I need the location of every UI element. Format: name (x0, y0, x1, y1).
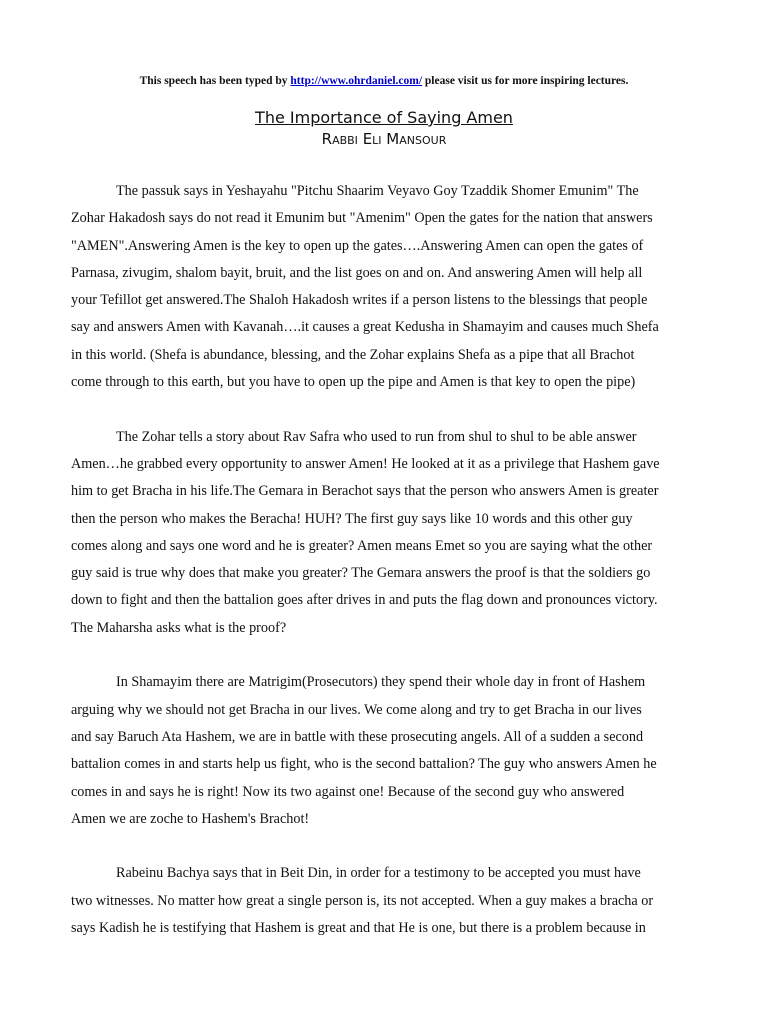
text-line: Amen…he grabbed every opportunity to answer Amen! He looked at it as a privilege that Hashem gave (71, 455, 660, 472)
text-line: two witnesses. No matter how great a single person is, its not accepted. When a guy makes a bracha or (71, 892, 654, 909)
text-line: arguing why we should not get Bracha in our lives. We come along and try to get Bracha in our lives (71, 701, 642, 718)
website-link[interactable]: http://www.ohrdaniel.com/ (290, 75, 423, 87)
text-line: "AMEN".Answering Amen is the key to open up the gates….Answering Amen can open the gates of (71, 237, 644, 254)
text-line: then the person who makes the Beracha! HUH? The first guy says like 10 words and this other guy (71, 510, 633, 527)
text-line: your Tefillot get answered.The Shaloh Hakadosh writes if a person listens to the blessings that people (71, 292, 648, 309)
text-line: and say Baruch Ata Hashem, we are in battle with these prosecuting angels. All of a sudden a second (71, 728, 644, 745)
header-suffix: please visit us for more inspiring lectures. (422, 75, 629, 87)
paragraph-4 (71, 860, 696, 942)
paragraph-3 (71, 669, 696, 833)
text-line: The passuk says in Yeshayahu "Pitchu Shaarim Veyavo Goy Tzaddik Shomer Emunim" The (116, 183, 639, 199)
text-line: Parnasa, zivugim, shalom bayit, bruit, and the list goes on and on. And answering Amen will help all (71, 264, 643, 281)
text-line: come through to this earth, but you have to open up the pipe and Amen is that key to open the pipe) (71, 374, 636, 391)
text-line: guy said is true why does that make you greater? The Gemara answers the proof is that the soldiers go (71, 565, 651, 582)
text-line: in this world. (Shefa is abundance, blessing, and the Zohar explains Shefa as a pipe that all Brachot (71, 346, 635, 363)
text-line: battalion comes in and starts help us fight, who is the second battalion? The guy who answers Amen he (71, 756, 657, 773)
text-line: Rabeinu Bachya says that in Beit Din, in order for a testimony to be accepted you must have (116, 865, 641, 882)
document-title: The Importance of Saying Amen (255, 108, 513, 127)
text-line: In Shamayim there are Matrigim(Prosecutors) they spend their whole day in front of Hashem (116, 674, 646, 691)
text-line: say and answers Amen with Kavanah….it causes a great Kedusha in Shamayim and causes much Shefa (71, 319, 659, 336)
header-note (0, 73, 768, 89)
text-line: down to fight and then the battalion goes after drives in and puts the flag down and pronounces victory. (71, 592, 658, 609)
text-line: Amen we are zoche to Hashem's Brachot! (71, 810, 310, 827)
document-body (71, 178, 696, 970)
paragraph-2 (71, 424, 696, 642)
document-author: Rabbi Eli Mansour (321, 130, 447, 148)
text-line: comes in and says he is right! Now its two against one! Because of the second guy who answered (71, 783, 625, 800)
paragraph-1 (71, 178, 696, 396)
text-line: comes along and says one word and he is greater? Amen means Emet so you are saying what the other (71, 537, 653, 554)
header-prefix: This speech has been typed by (139, 75, 291, 87)
text-line: The Zohar tells a story about Rav Safra who used to run from shul to shul to be able answer (116, 428, 637, 445)
text-line: Zohar Hakadosh says do not read it Emunim but "Amenim" Open the gates for the nation that answers (71, 210, 653, 227)
text-line: says Kadish he is testifying that Hashem is great and that He is one, but there is a problem because in (71, 920, 646, 937)
text-line: The Maharsha asks what is the proof? (71, 619, 287, 636)
text-line: him to get Bracha in his life.The Gemara in Berachot says that the person who answers Amen is greater (71, 483, 659, 500)
